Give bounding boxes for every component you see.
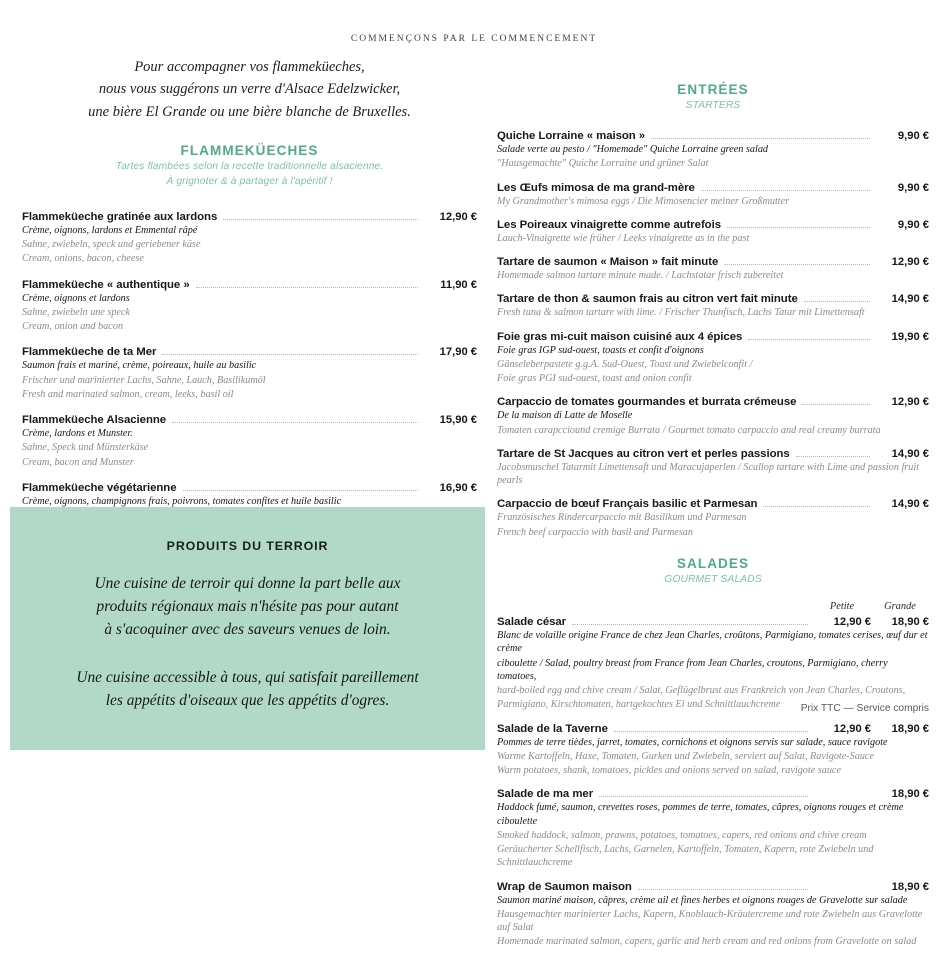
flammekueches-title: FLAMMEKÜECHES: [180, 143, 319, 159]
menu-item-desc-en: Foie gras PGI sud-ouest, toast and onion confit: [497, 373, 692, 385]
menu-item-desc-fr: Saumon mariné maison, câpres, crème ail et fines herbes et oignons rouges de Gravelotte sur salade: [497, 894, 908, 906]
menu-item-headline: [497, 396, 929, 408]
menu-item-headline: [22, 279, 477, 291]
menu-item-headline: [497, 723, 929, 735]
leader-dots: [599, 796, 808, 797]
column-header-grande: Grande: [884, 601, 916, 613]
menu-item-desc-de: Warme Kartoffeln, Haxe, Tomaten, Gurken und Zwiebeln, serviert auf Salat, Ravigote-Sauce: [497, 750, 874, 762]
flammekueches-subtitle-line-2: À grignoter & à partager à l'apéritif !: [166, 175, 333, 187]
menu-item-desc-en: Fresh and marinated salmon, cream, leeks, basil oil: [22, 388, 234, 400]
price-disclaimer: Prix TTC — Service compris: [800, 703, 929, 714]
menu-item-name: Flammeküeche de ta Mer: [22, 346, 157, 359]
menu-item: [22, 414, 477, 469]
leader-dots: [638, 889, 808, 890]
menu-item-desc-fr: Homemade salmon tartare minute made. / Lachstatar frisch zubereitet: [497, 270, 784, 282]
menu-item-desc-fr: Lauch-Vinaigrette wie früher / Leeks vinaigrette as in the past: [497, 232, 750, 244]
menu-item-desc-en: Cream, onion and bacon: [22, 321, 123, 333]
menu-item-name: Foie gras mi-cuit maison cuisiné aux 4 épices: [497, 330, 743, 343]
menu-item-name: Les Poireaux vinaigrette comme autrefois: [497, 218, 721, 231]
entrees-list: [497, 130, 929, 539]
menu-item-price: 12,90 €: [891, 256, 929, 269]
menu-item-name: Wrap de Saumon maison: [497, 880, 632, 893]
flammekueches-section-header: [22, 143, 477, 188]
menu-item-desc-fr: Fresh tuna & salmon tartare with lime. / Frischer Thunfisch, Lachs Tatar mit Limettensaft: [497, 307, 865, 319]
menu-item-desc-de: Französisches Rindercarpaccio mit Basilikum und Parmesan: [497, 512, 747, 524]
intro-line-1: Pour accompagner vos flammeküeches,: [134, 59, 365, 75]
menu-item-desc-de: Sahne, Speck und Münsterkäse: [22, 442, 149, 454]
terroir-p2-line-2: les appétits d'oiseaux que les appétits d'ogres.: [105, 692, 390, 710]
menu-item: [497, 881, 929, 949]
right-column: [497, 62, 929, 960]
flammekueches-subtitle-line-1: Tartes flambées selon la recette traditionnelle alsacienne.: [115, 161, 384, 173]
leader-dots: [701, 190, 870, 191]
menu-item: [497, 448, 929, 488]
salades-title: SALADES: [676, 555, 750, 571]
menu-item-headline: [22, 414, 477, 426]
menu-item-price-petite: 12,90 €: [833, 722, 871, 735]
menu-item: [22, 211, 477, 266]
menu-item-desc-en: Smoked haddock, salmon, prawns, potatoes, tomatoes, capers, red onions and chive cream: [497, 829, 867, 841]
menu-item-desc-de-2: Parmigiano, Kirschtomaten, hartgekochtes Ei und Schnittlauchcreme: [497, 699, 781, 711]
menu-item-name: Carpaccio de bœuf Français basilic et Parmesan: [497, 498, 758, 511]
menu-item-desc-fr: Crème, lardons et Munster.: [22, 428, 133, 440]
menu-item-headline: [497, 182, 929, 194]
menu-item-desc-de: Tomaten carapcciound cremige Burrata / Gourmet tomato carpaccio and real creamy burrata: [497, 424, 881, 436]
terroir-panel: [10, 507, 485, 750]
terroir-p1-line-1: Une cuisine de terroir qui donne la part belle aux: [94, 575, 401, 592]
leader-dots: [727, 227, 870, 228]
menu-item-price-grande: 18,90 €: [891, 616, 929, 629]
left-column: [22, 56, 477, 550]
menu-item: [497, 256, 929, 282]
leader-dots: [651, 138, 870, 139]
menu-item: [497, 396, 929, 437]
menu-item: [497, 130, 929, 171]
menu-item-price-petite: 12,90 €: [833, 616, 871, 629]
leader-dots: [614, 731, 808, 732]
salades-section-header: [497, 556, 929, 587]
menu-item-name: Quiche Lorraine « maison »: [497, 130, 646, 143]
menu-item-price: 11,90 €: [440, 278, 477, 291]
menu-item-desc-fr: Crème, oignons, champignons frais, poivrons, tomates confites et huile basilic: [22, 495, 342, 507]
menu-item-desc-fr: Pommes de terre tièdes, jarret, tomates, cornichons et oignons servis sur salade, sauce ravigote: [497, 736, 888, 748]
leader-dots: [804, 301, 870, 302]
menu-item-price: 14,90 €: [891, 498, 929, 511]
menu-item-desc-de: Gänseleberpastete g.g.A. Sud-Ouest, Toast und Zwiebelconfit /: [497, 358, 753, 370]
menu-item-headline: [497, 331, 929, 343]
menu-item-price: 12,90 €: [439, 210, 477, 223]
menu-item: [497, 219, 929, 245]
menu-item-desc-de: Hausgemachter marinierter Lachs, Kapern, Knoblauch-Kräutercreme und rote Zwiebeln aus Gravelotte auf Salat: [497, 908, 923, 934]
salades-subtitle: GOURMET SALADS: [664, 573, 762, 585]
menu-item-price: 19,90 €: [891, 330, 929, 343]
menu-item-price: 14,90 €: [891, 447, 929, 460]
menu-item-headline: [22, 211, 477, 223]
terroir-content: [10, 507, 485, 713]
flammekueches-list: [22, 211, 477, 537]
menu-item-desc-fr: Haddock fumé, saumon, crevettes roses, pommes de terre, tomates, câpres, oignons rouges et crème ciboulette: [497, 802, 904, 827]
menu-item-desc-fr: Salade verte au pesto / "Homemade" Quiche Lorraine green salad: [497, 144, 769, 156]
terroir-title: PRODUITS DU TERROIR: [166, 539, 329, 553]
menu-item-desc-fr: Foie gras IGP sud-ouest, toasts et confit d'oignons: [497, 344, 704, 356]
menu-item-name: Salade de ma mer: [497, 788, 594, 801]
menu-item-desc-fr: Saumon frais et mariné, crème, poireaux, huile au basilic: [22, 360, 257, 372]
menu-item-price: 15,90 €: [439, 414, 477, 427]
menu-item-name: Carpaccio de tomates gourmandes et burrata crémeuse: [497, 396, 797, 409]
menu-item-desc-fr: Crème, oignons, lardons et Emmental râpé: [22, 224, 198, 236]
menu-item-headline: [497, 498, 929, 510]
menu-item: [497, 182, 929, 208]
menu-item: [497, 331, 929, 386]
menu-item-price-grande: 18,90 €: [891, 880, 929, 893]
menu-item-desc-de: Geräucherter Schellfisch, Lachs, Garnelen, Kartoffeln, Tomaten, Kapern, rote Zwiebeln und Schnittlauchcreme: [497, 844, 874, 869]
leader-dots: [796, 456, 870, 457]
flammekueches-subtitle: [22, 160, 477, 188]
menu-item-headline: [497, 293, 929, 305]
menu-item-price-grande: 18,90 €: [891, 722, 929, 735]
menu-item-price-grande: 18,90 €: [891, 788, 929, 801]
menu-item-price: 16,90 €: [439, 481, 477, 494]
terroir-p2-line-1: Une cuisine accessible à tous, qui satisfait pareillement: [76, 669, 419, 687]
leader-dots: [748, 339, 870, 340]
menu-item-name: Salade césar: [497, 616, 567, 629]
menu-item-name: Salade de la Taverne: [497, 722, 608, 735]
salades-list: [497, 616, 929, 949]
menu-item-price: 12,90 €: [891, 396, 929, 409]
menu-item-headline: [497, 219, 929, 231]
intro-line-2: nous vous suggérons un verre d'Alsace Edelzwicker,: [98, 81, 401, 98]
menu-item-desc-en: Cream, onions, bacon, cheese: [22, 253, 144, 265]
menu-item-headline: [497, 788, 929, 800]
menu-item-price: 9,90 €: [897, 181, 929, 194]
leader-dots: [802, 404, 870, 405]
menu-item-desc-de: Frischer und marinierter Lachs, Sahne, Lauch, Basilikumöl: [22, 374, 266, 386]
menu-item-headline: [497, 256, 929, 268]
menu-item-price: 9,90 €: [897, 218, 929, 231]
menu-item-desc-de: "Hausgemachte" Quiche Lorraine und grüner Salat: [497, 158, 709, 170]
page-banner: COMMENÇONS PAR LE COMMENCEMENT: [350, 34, 598, 44]
menu-item: [497, 293, 929, 319]
menu-item-desc-de: hard-boiled egg and chive cream / Salat, Geflügelbrust aus Frankreich von Jean Charles, Croutons,: [497, 685, 906, 697]
leader-dots: [196, 287, 418, 288]
menu-item-price: 9,90 €: [897, 130, 929, 143]
menu-item-desc-en: Cream, bacon and Munster: [22, 456, 134, 468]
menu-item-name: Flammeküeche Alsacienne: [22, 414, 167, 427]
menu-item-headline: [497, 616, 929, 628]
menu-item-headline: [22, 482, 477, 494]
wine-suggestion-intro: [22, 56, 477, 123]
entrees-title: ENTRÉES: [677, 82, 749, 97]
terroir-p1-line-3: à s'acoquiner avec des saveurs venues de loin.: [104, 620, 391, 638]
menu-item-headline: [497, 130, 929, 142]
column-header-petite: Petite: [829, 601, 855, 613]
menu-item-desc-fr: De la maison di Latte de Moselle: [497, 410, 633, 422]
salad-price-columns-header: [497, 601, 929, 612]
leader-dots: [162, 354, 418, 355]
menu-item-desc-fr-2: ciboulette / Salad, poultry breast from France from Jean Charles, croutons, Parmigiano, cherry tomatoes,: [497, 657, 888, 682]
menu-item-name: Tartare de St Jacques au citron vert et perles passions: [497, 447, 790, 460]
menu-item-name: Flammeküeche « authentique »: [22, 278, 190, 291]
terroir-paragraph-2: [46, 667, 449, 713]
menu-item: [497, 723, 929, 778]
menu-item-name: Flammeküeche végétarienne: [22, 481, 177, 494]
menu-item-desc-fr: My Grandmother's mimosa eggs / Die Mimosencier meiner Großmutter: [497, 195, 790, 207]
menu-item: [497, 616, 929, 712]
menu-item-headline: [22, 346, 477, 358]
menu-item-desc-de: Sahne, zwiebeln une speck: [22, 306, 131, 318]
menu-item: [497, 498, 929, 539]
menu-item: [22, 346, 477, 401]
intro-line-3: une bière El Grande ou une bière blanche de Bruxelles.: [88, 103, 411, 120]
menu-item-name: Tartare de thon & saumon frais au citron vert fait minute: [497, 293, 798, 306]
terroir-paragraph-1: [46, 573, 449, 641]
entrees-section-header: [497, 82, 929, 113]
menu-item-desc-en: French beef carpaccio with basil and Parmesan: [497, 526, 693, 538]
menu-item-price: 14,90 €: [891, 293, 929, 306]
menu-item: [497, 788, 929, 869]
leader-dots: [172, 422, 418, 423]
terroir-p1-line-2: produits régionaux mais n'hésite pas pour autant: [96, 597, 399, 615]
menu-item-desc-fr: Blanc de volaille origine France de chez Jean Charles, croûtons, Parmigiano, tomates cerises, œuf dur et crème: [497, 630, 928, 655]
menu-item-desc-de-2: Warm potatoes, shank, tomatoes, pickles and onions served on salad, ravigote sauce: [497, 765, 841, 777]
menu-item-name: Tartare de saumon « Maison » fait minute: [497, 256, 719, 269]
menu-item-price: 17,90 €: [439, 346, 477, 359]
menu-item-headline: [497, 881, 929, 893]
leader-dots: [183, 490, 419, 491]
menu-item-desc-fr: Jacobsmuschel Tatarmit Limettensaft und Maracujaperlen / Scallop tartare with Lime and passion fruit pearls: [497, 461, 920, 487]
entrees-subtitle: STARTERS: [685, 100, 741, 111]
menu-item-name: Les Œufs mimosa de ma grand-mère: [497, 181, 695, 194]
leader-dots: [572, 624, 808, 625]
leader-dots: [223, 219, 418, 220]
menu-item-headline: [497, 448, 929, 460]
menu-item-desc-de: Sahne, zwiebeln, speck und geriebener käse: [22, 239, 201, 251]
menu-item: [22, 279, 477, 334]
menu-item-desc-en: Homemade marinated salmon, capers, garlic and herb cream and red onions from Gravelotte on salad: [497, 936, 917, 948]
leader-dots: [724, 264, 870, 265]
leader-dots: [763, 506, 870, 507]
menu-item-name: Flammeküeche gratinée aux lardons: [22, 210, 218, 223]
menu-item-desc-fr: Crème, oignons et lardons: [22, 292, 130, 304]
